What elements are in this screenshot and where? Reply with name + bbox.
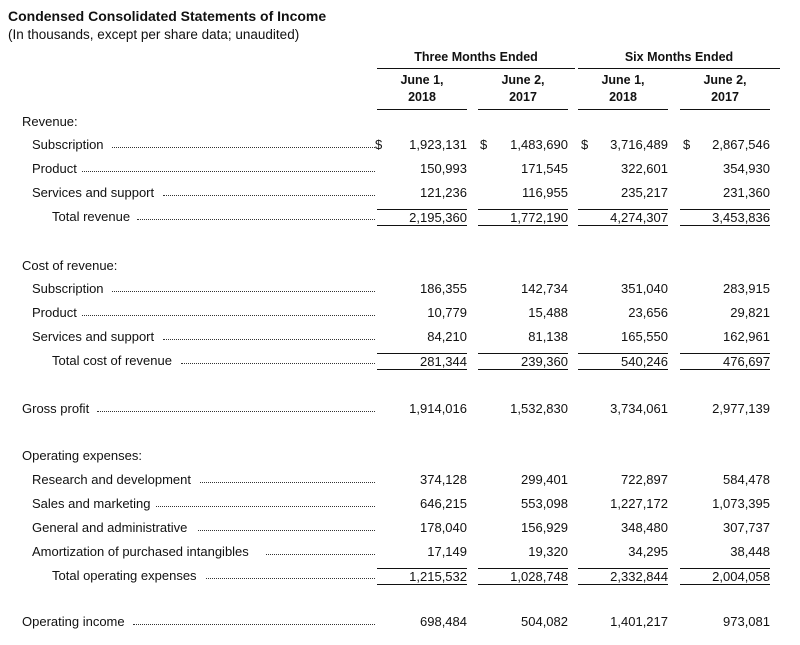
table-row — [0, 327, 800, 349]
cell-value: 2,977,139 — [712, 401, 770, 416]
cell-value: 1,923,131 — [409, 137, 467, 152]
section-label: Operating expenses: — [22, 448, 142, 463]
cell-value: 698,484 — [420, 614, 467, 629]
dot-leader — [163, 195, 375, 196]
cell-value: 165,550 — [621, 329, 668, 344]
dollar-sign: $ — [480, 137, 488, 152]
table-row — [0, 159, 800, 181]
column-header-q-2017 — [478, 72, 568, 110]
cell-value: 504,082 — [521, 614, 568, 629]
table-row — [0, 135, 800, 157]
dot-leader — [200, 482, 375, 483]
table-row — [0, 279, 800, 301]
cell-value: 2,867,546 — [712, 137, 770, 152]
cell-value: 29,821 — [730, 305, 770, 320]
cell-value: 646,215 — [420, 496, 467, 511]
column-header-year: 2018 — [609, 90, 637, 104]
cell-value: 299,401 — [521, 472, 568, 487]
cell-value: 239,360 — [478, 353, 568, 370]
cell-value: 84,210 — [427, 329, 467, 344]
dot-leader — [97, 411, 375, 412]
cell-value: 178,040 — [420, 520, 467, 535]
row-label: Gross profit — [22, 401, 90, 416]
column-header-year: 2018 — [408, 90, 436, 104]
row-label: General and administrative — [32, 520, 188, 535]
statement-subtitle: (In thousands, except per share data; unaudited) — [8, 27, 300, 42]
cell-value: 973,081 — [723, 614, 770, 629]
row-label: Subscription — [32, 137, 104, 152]
table-row — [0, 494, 800, 516]
row-label: Total cost of revenue — [52, 353, 172, 368]
cell-value: 2,195,360 — [377, 209, 467, 226]
row-label: Total operating expenses — [52, 568, 197, 583]
cell-value: 19,320 — [528, 544, 568, 559]
cell-value: 584,478 — [723, 472, 770, 487]
section-operating-expenses — [0, 446, 800, 468]
table-row-total — [0, 566, 800, 588]
dot-leader — [137, 219, 375, 220]
cell-value: 322,601 — [621, 161, 668, 176]
cell-value: 348,480 — [621, 520, 668, 535]
row-label: Research and development — [32, 472, 191, 487]
row-label: Operating income — [22, 614, 125, 629]
cell-value: 171,545 — [521, 161, 568, 176]
dot-leader — [266, 554, 375, 555]
column-header-date: June 1, — [601, 73, 645, 87]
column-header-date: June 2, — [501, 73, 545, 87]
cell-value: 722,897 — [621, 472, 668, 487]
cell-value: 142,734 — [521, 281, 568, 296]
cell-value: 2,004,058 — [680, 568, 770, 585]
dot-leader — [112, 147, 375, 148]
cell-value: 351,040 — [621, 281, 668, 296]
dot-leader — [163, 339, 375, 340]
cell-value: 121,236 — [420, 185, 467, 200]
dot-leader — [206, 578, 375, 579]
column-header-year: 2017 — [509, 90, 537, 104]
row-label: Subscription — [32, 281, 104, 296]
cell-value: 150,993 — [420, 161, 467, 176]
cell-value: 231,360 — [723, 185, 770, 200]
dot-leader — [112, 291, 375, 292]
cell-value: 34,295 — [628, 544, 668, 559]
cell-value: 1,227,172 — [610, 496, 668, 511]
column-header-q-2018 — [377, 72, 467, 110]
cell-value: 1,532,830 — [510, 401, 568, 416]
cell-value: 1,215,532 — [377, 568, 467, 585]
cell-value: 374,128 — [420, 472, 467, 487]
statement-title: Condensed Consolidated Statements of Income — [8, 8, 327, 24]
column-header-ytd-2017 — [680, 72, 770, 110]
cell-value: 1,028,748 — [478, 568, 568, 585]
cell-value: 162,961 — [723, 329, 770, 344]
cell-value: 15,488 — [528, 305, 568, 320]
column-header-date: June 1, — [400, 73, 444, 87]
cell-value: 1,401,217 — [610, 614, 668, 629]
cell-value: 186,355 — [420, 281, 467, 296]
row-label: Amortization of purchased intangibles — [32, 544, 249, 559]
cell-value: 1,914,016 — [409, 401, 467, 416]
row-label: Product — [32, 161, 77, 176]
table-row-total — [0, 207, 800, 229]
cell-value: 156,929 — [521, 520, 568, 535]
dollar-sign: $ — [581, 137, 589, 152]
table-row — [0, 303, 800, 325]
column-header-ytd-2018 — [578, 72, 668, 110]
table-row — [0, 542, 800, 564]
table-row — [0, 183, 800, 205]
cell-value: 17,149 — [427, 544, 467, 559]
cell-value: 10,779 — [427, 305, 467, 320]
cell-value: 540,246 — [578, 353, 668, 370]
cell-value: 354,930 — [723, 161, 770, 176]
cell-value: 81,138 — [528, 329, 568, 344]
table-row-total — [0, 351, 800, 373]
column-header-date: June 2, — [703, 73, 747, 87]
cell-value: 38,448 — [730, 544, 770, 559]
cell-value: 2,332,844 — [578, 568, 668, 585]
dollar-sign: $ — [683, 137, 691, 152]
cell-value: 553,098 — [521, 496, 568, 511]
cell-value: 1,073,395 — [712, 496, 770, 511]
row-label: Total revenue — [52, 209, 131, 224]
section-revenue — [0, 112, 800, 134]
row-label: Services and support — [32, 185, 155, 200]
dot-leader — [82, 315, 375, 316]
row-label: Product — [32, 305, 77, 320]
cell-value: 1,772,190 — [478, 209, 568, 226]
cell-value: 3,453,836 — [680, 209, 770, 226]
section-label: Cost of revenue: — [22, 258, 118, 273]
column-header-year: 2017 — [711, 90, 739, 104]
dot-leader — [82, 171, 375, 172]
group-header-three-months: Three Months Ended — [377, 50, 575, 69]
table-row-operating-income — [0, 612, 800, 634]
dot-leader — [181, 363, 375, 364]
dot-leader — [198, 530, 375, 531]
cell-value: 283,915 — [723, 281, 770, 296]
table-row-gross-profit — [0, 399, 800, 421]
section-label: Revenue: — [22, 114, 78, 129]
row-label: Sales and marketing — [32, 496, 151, 511]
cell-value: 476,697 — [680, 353, 770, 370]
cell-value: 281,344 — [377, 353, 467, 370]
dollar-sign: $ — [375, 137, 383, 152]
cell-value: 3,716,489 — [610, 137, 668, 152]
cell-value: 23,656 — [628, 305, 668, 320]
cell-value: 3,734,061 — [610, 401, 668, 416]
table-row — [0, 470, 800, 492]
cell-value: 307,737 — [723, 520, 770, 535]
group-header-six-months: Six Months Ended — [578, 50, 780, 69]
cell-value: 1,483,690 — [510, 137, 568, 152]
dot-leader — [156, 506, 375, 507]
section-cost-of-revenue — [0, 256, 800, 278]
cell-value: 4,274,307 — [578, 209, 668, 226]
cell-value: 235,217 — [621, 185, 668, 200]
dot-leader — [133, 624, 375, 625]
row-label: Services and support — [32, 329, 155, 344]
cell-value: 116,955 — [521, 185, 568, 200]
table-row — [0, 518, 800, 540]
